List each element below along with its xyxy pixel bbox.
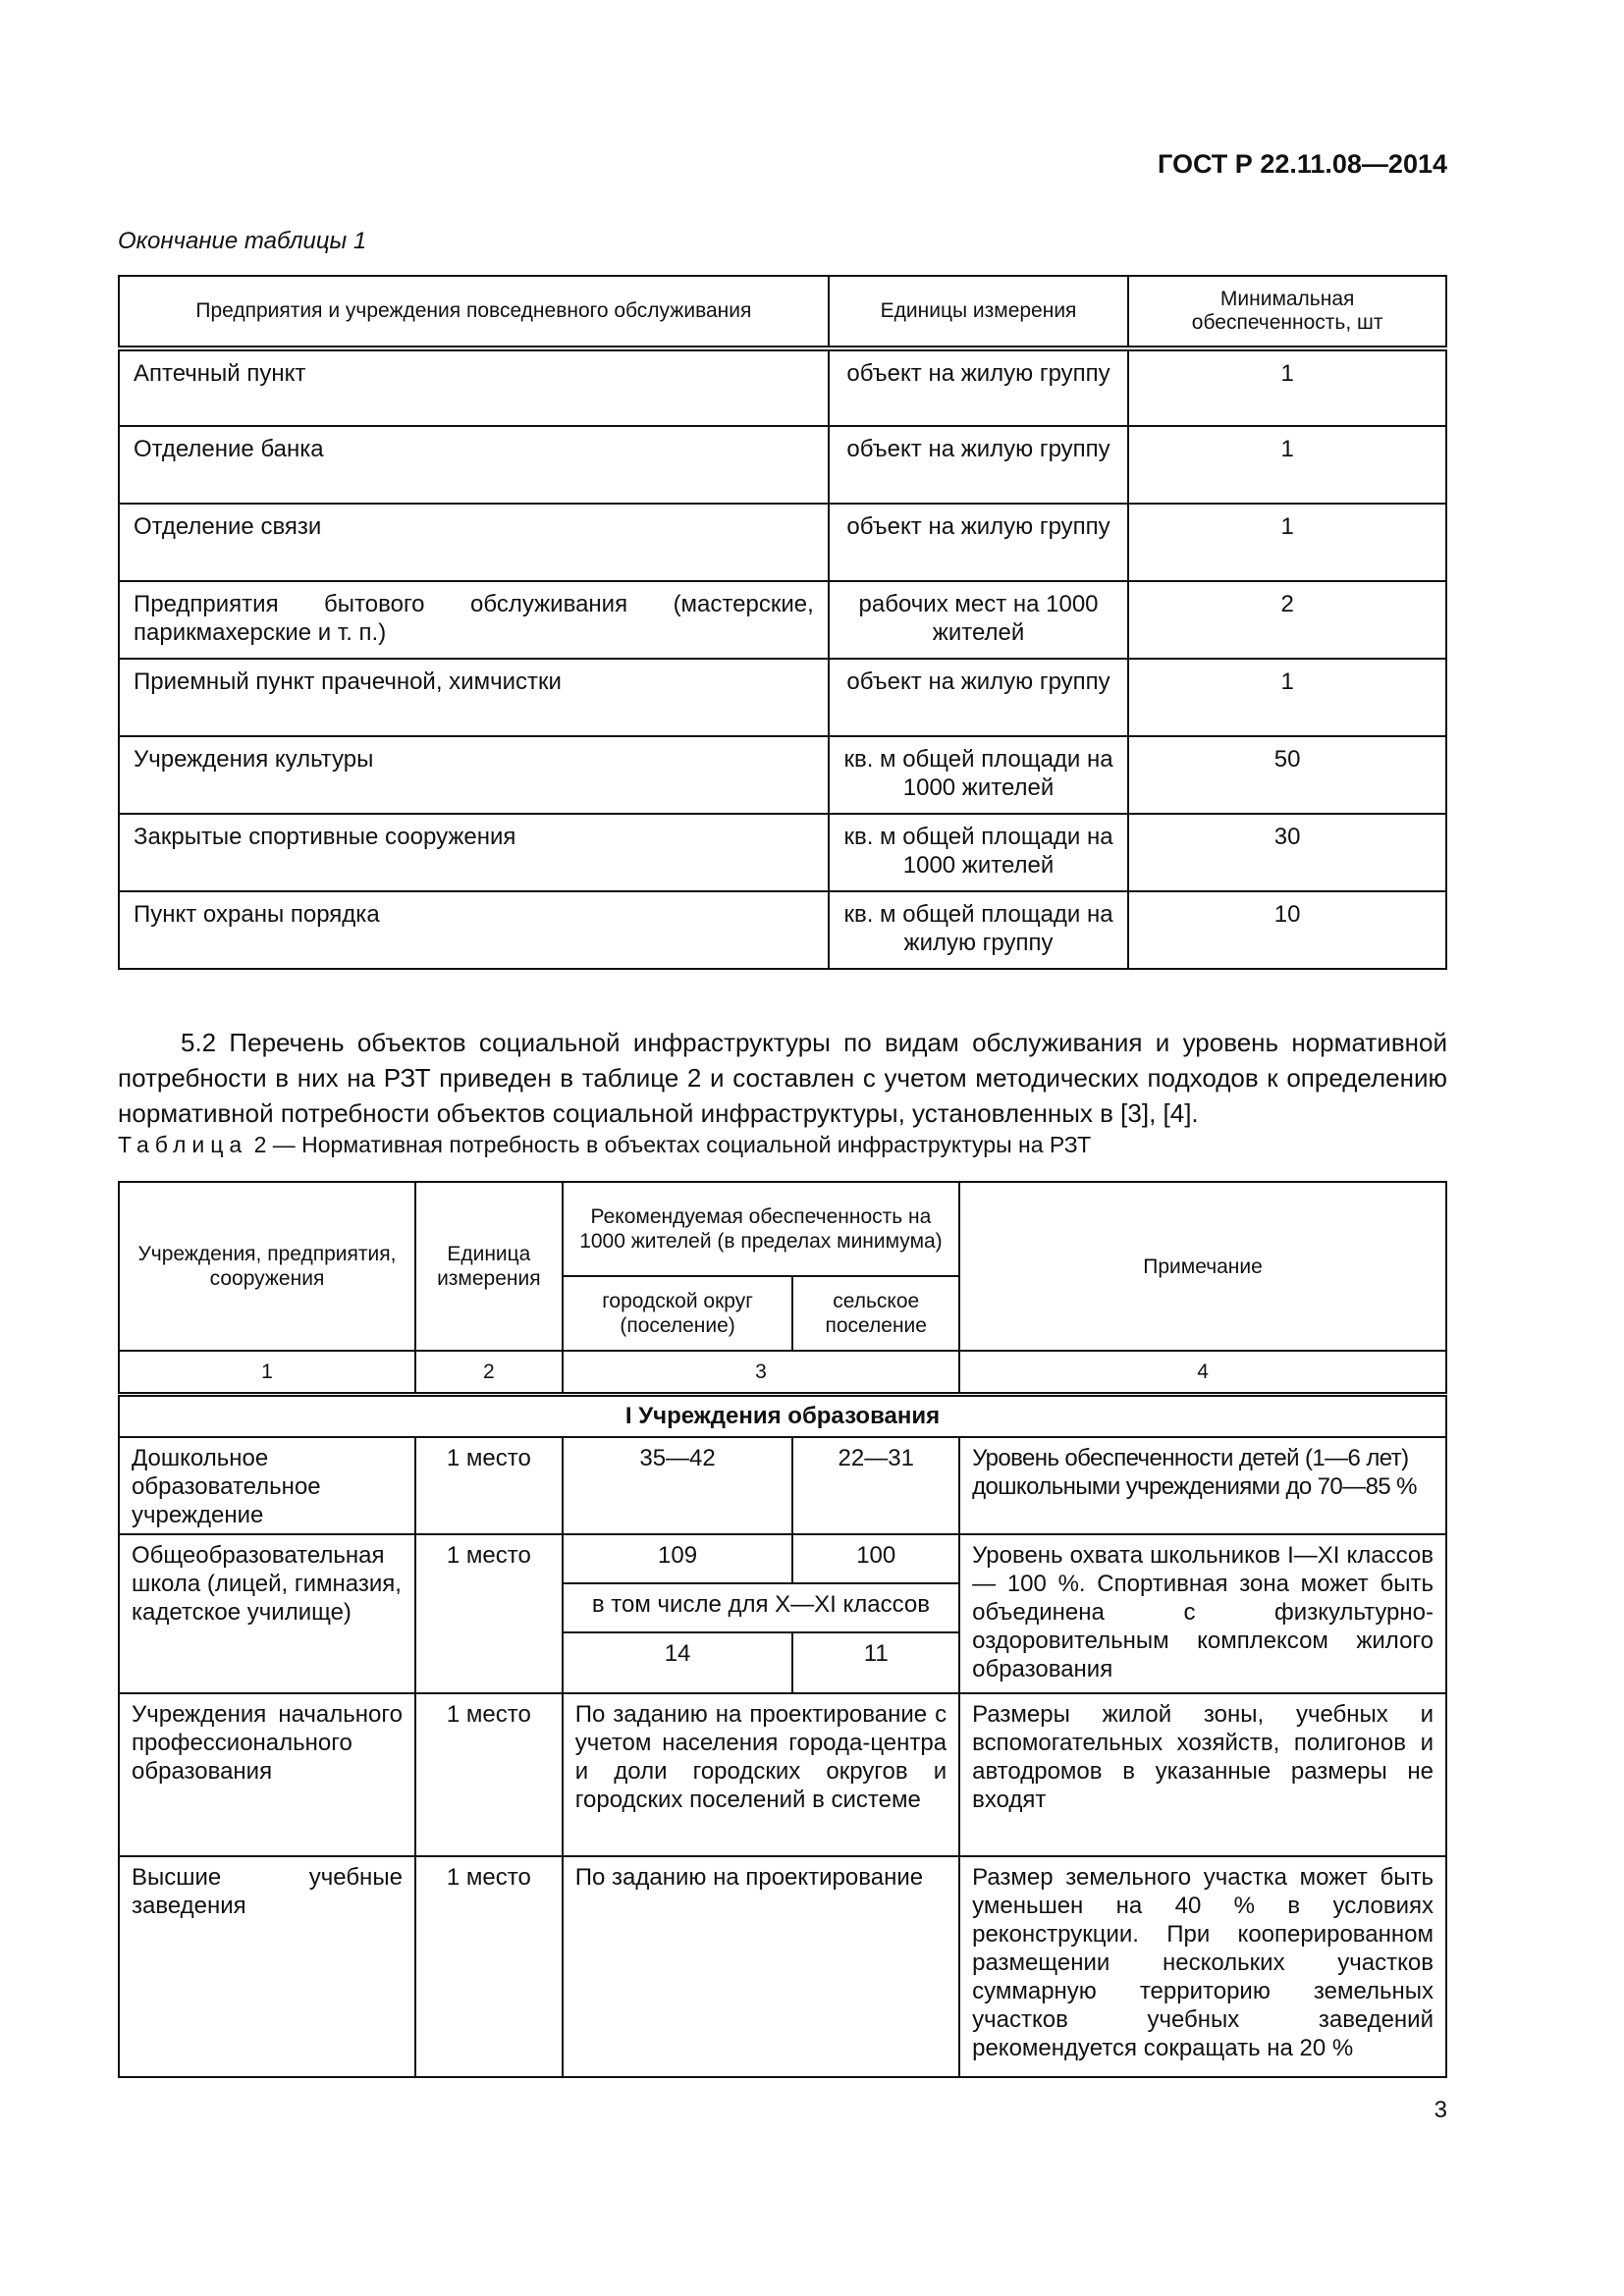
table1-cell-name: Отделение банка [119, 426, 829, 504]
table2-caption [118, 1132, 1091, 1158]
table2-cell-subheader: в том числе для X—XI классов [563, 1583, 959, 1632]
table1-col-header: Единицы измерения [829, 276, 1129, 348]
page-number: 3 [1434, 2097, 1447, 2123]
table2-cell-name: Общеобразовательная школа (лицей, гимназия, кадетское училище) [119, 1534, 415, 1693]
table1 [118, 275, 1447, 970]
table1-cell-name: Предприятия бытового обслуживания (мастерские, парикмахерские и т. п.) [119, 581, 829, 659]
table-row [119, 504, 1446, 581]
table2-cell-unit: 1 место [415, 1856, 563, 2077]
table2-col-header: Рекомендуемая обеспеченность на 1000 жителей (в пределах минимума) [563, 1182, 959, 1276]
table2-col-number: 1 [119, 1351, 415, 1394]
table-row [119, 1856, 1446, 2077]
table-row [119, 736, 1446, 814]
table-row [119, 891, 1446, 969]
table2-cell-unit: 1 место [415, 1437, 563, 1534]
table1-col-header: Минимальная обеспеченность, шт [1128, 276, 1446, 348]
table2-col-subheader: сельское поселение [792, 1276, 959, 1351]
table2-cell-note: Уровень обеспеченности детей (1—6 лет) дошкольными учреждениями до 70—85 % [959, 1437, 1446, 1534]
table2-section-row [119, 1394, 1446, 1437]
table1-cell-value: 1 [1128, 348, 1446, 426]
table-row [119, 581, 1446, 659]
table-row [119, 659, 1446, 736]
table2-col-number: 4 [959, 1351, 1446, 1394]
table2-cell-provision: По заданию на проектирование с учетом населения города-центра и доли городских округов и городских поселений в системе [563, 1693, 959, 1856]
table1-caption: Окончание таблицы 1 [118, 228, 367, 254]
table1-cell-name: Закрытые спортивные сооружения [119, 814, 829, 891]
table2-cell-city: 35—42 [563, 1437, 793, 1534]
table2-col-number: 3 [563, 1351, 959, 1394]
table2-cell-rural: 100 [792, 1534, 959, 1583]
table1-cell-name: Отделение связи [119, 504, 829, 581]
table-row [119, 348, 1446, 426]
table-row [119, 1534, 1446, 1583]
table1-cell-value: 2 [1128, 581, 1446, 659]
table-row [119, 1693, 1446, 1856]
table1-cell-value: 1 [1128, 504, 1446, 581]
table2-cell-name: Учреждения начального профессионального образования [119, 1693, 415, 1856]
table1-cell-name: Аптечный пункт [119, 348, 829, 426]
table2-cell-rural: 22—31 [792, 1437, 959, 1534]
table2-caption-label: Таблица [118, 1132, 248, 1157]
table2-header-row [119, 1182, 1446, 1276]
table2-cell-provision: По заданию на проектирование [563, 1856, 959, 2077]
table1-cell-unit: объект на жилую группу [829, 426, 1129, 504]
table2-cell-unit: 1 место [415, 1693, 563, 1856]
table1-cell-value: 50 [1128, 736, 1446, 814]
table1-cell-unit: объект на жилую группу [829, 504, 1129, 581]
table2-cell-note: Размер земельного участка может быть уменьшен на 40 % в условиях реконструкции. При кооперированном размещении нескольких участков суммарную территорию земельных участков учебных заведений рекомендуется сокращать на 20 % [959, 1856, 1446, 2077]
table1-cell-unit: объект на жилую группу [829, 348, 1129, 426]
table1-col-header: Предприятия и учреждения повседневного обслуживания [119, 276, 829, 348]
table1-cell-value: 30 [1128, 814, 1446, 891]
section-5-2-paragraph: 5.2 Перечень объектов социальной инфраструктуры по видам обслуживания и уровень нормативной потребности в них на РЗТ приведен в таблице 2 и составлен с учетом методических подходов к определению нормативной потребности объектов социальной инфраструктуры, установленных в [3], [4]. [118, 1028, 1447, 1128]
table2-cell-name: Высшие учебные заведения [119, 1856, 415, 2077]
table2-caption-text: 2 — Нормативная потребность в объектах социальной инфраструктуры на РЗТ [253, 1132, 1092, 1157]
table2-col-number: 2 [415, 1351, 563, 1394]
table1-cell-name: Пункт охраны порядка [119, 891, 829, 969]
table1-cell-unit: объект на жилую группу [829, 659, 1129, 736]
table2-cell-city: 109 [563, 1534, 793, 1583]
table-row [119, 426, 1446, 504]
table-row [119, 1437, 1446, 1534]
table1-cell-unit: кв. м общей площади на 1000 жителей [829, 736, 1129, 814]
table1-cell-unit: рабочих мест на 1000 жителей [829, 581, 1129, 659]
table2 [118, 1181, 1447, 2078]
table1-cell-name: Приемный пункт прачечной, химчистки [119, 659, 829, 736]
table1-cell-name: Учреждения культуры [119, 736, 829, 814]
table2-col-header: Единица измерения [415, 1182, 563, 1351]
table1-header-row [119, 276, 1446, 348]
table2-number-row [119, 1351, 1446, 1394]
table1-cell-value: 10 [1128, 891, 1446, 969]
table2-cell-name: Дошкольное образовательное учреждение [119, 1437, 415, 1534]
table1-cell-value: 1 [1128, 659, 1446, 736]
table2-col-header: Учреждения, предприятия, сооружения [119, 1182, 415, 1351]
table1-cell-unit: кв. м общей площади на жилую группу [829, 891, 1129, 969]
document-standard-number: ГОСТ Р 22.11.08—2014 [1158, 149, 1447, 179]
table2-col-header: Примечание [959, 1182, 1446, 1351]
table-row [119, 814, 1446, 891]
table2-col-subheader: городской округ (поселение) [563, 1276, 793, 1351]
table2-cell-city: 14 [563, 1632, 793, 1693]
table2-section-title: I Учреждения образования [119, 1394, 1446, 1437]
table1-cell-value: 1 [1128, 426, 1446, 504]
table1-cell-unit: кв. м общей площади на 1000 жителей [829, 814, 1129, 891]
table2-cell-note: Уровень охвата школьников I—XI классов — 100 %. Спортивная зона может быть объединена с физкультурно-оздоровительным комплексом жилого образования [959, 1534, 1446, 1693]
table2-cell-note: Размеры жилой зоны, учебных и вспомогательных хозяйств, полигонов и автодромов в указанные размеры не входят [959, 1693, 1446, 1856]
table2-cell-unit: 1 место [415, 1534, 563, 1693]
table2-cell-rural: 11 [792, 1632, 959, 1693]
